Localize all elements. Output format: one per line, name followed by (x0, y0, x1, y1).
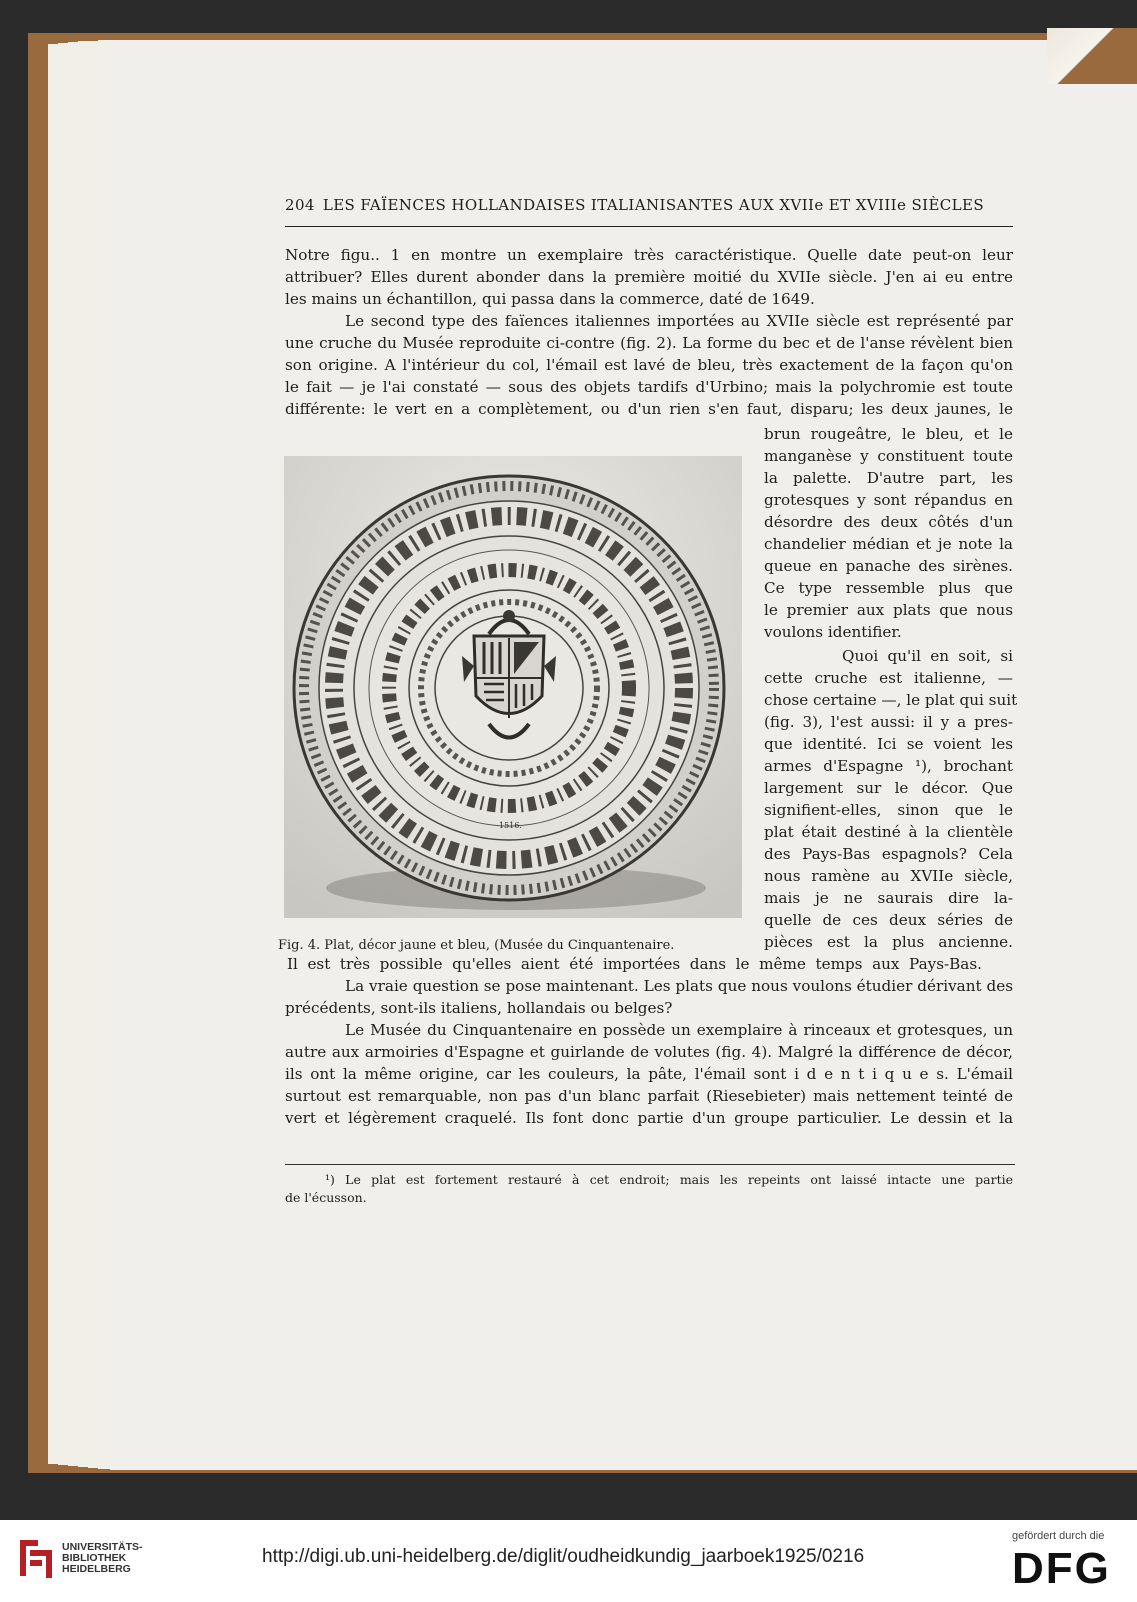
text-line: son origine. A l'intérieur du col, l'émail est lavé de bleu, très exactement de la façon qu'on (285, 356, 1013, 374)
funding-label: gefördert durch die (1012, 1530, 1105, 1542)
text-line: queue en panache des sirènes. (764, 557, 1013, 575)
text-line: le premier aux plats que nous (764, 601, 1013, 619)
text-line: grotesques y sont répandus en (764, 491, 1013, 509)
text-line: la palette. D'autre part, les (764, 469, 1013, 487)
plate-illustration (284, 456, 742, 918)
text-line: voulons identifier. (764, 623, 902, 641)
text-line: pièces est la plus ancienne. (764, 933, 1013, 951)
text-line: vert et légèrement craquelé. Ils font donc partie d'un groupe particulier. Le dessin et la (285, 1109, 1013, 1127)
text-line: manganèse y constituent toute (764, 447, 1013, 465)
text-line: signifient-elles, sinon que le (764, 801, 1013, 819)
viewer-footer (0, 1520, 1137, 1602)
library-name: UNIVERSITÄTS- BIBLIOTHEK HEIDELBERG (62, 1541, 143, 1575)
footnote-line: ¹) Le plat est fortement restauré à cet endroit; mais les repeints ont laissé intacte une partie (325, 1172, 1013, 1187)
text-line: plat était destiné à la clientèle (764, 823, 1013, 841)
text-line: différente: le vert en a complètement, ou d'un rien s'en faut, disparu; les deux jaunes, le (285, 400, 1013, 418)
text-line: chandelier médian et je note la (764, 535, 1013, 553)
text-line: Le second type des faïences italiennes importées au XVIIe siècle est représenté par (345, 312, 1013, 330)
text-line: (fig. 3), l'est aussi: il y a pres- (764, 713, 1013, 731)
ub-heidelberg-logo-icon (16, 1536, 58, 1582)
footnote-line: de l'écusson. (285, 1190, 367, 1205)
dfg-logo-icon: DFG (1012, 1544, 1111, 1593)
text-line: Notre figu.. 1 en montre un exemplaire très caractéristique. Quelle date peut-on leur (285, 246, 1013, 264)
text-line: surtout est remarquable, non pas d'un blanc parfait (Riesebieter) mais nettement teinté de (285, 1087, 1013, 1105)
plate-mark: 1516. (499, 821, 522, 830)
text-line: mais je ne saurais dire la- (764, 889, 1013, 907)
text-line: Le Musée du Cinquantenaire en possède un exemplaire à rinceaux et grotesques, un (345, 1021, 1013, 1039)
text-line: nous ramène au XVIIe siècle, (764, 867, 1013, 885)
text-line: attribuer? Elles durent abonder dans la première moitié du XVIIe siècle. J'en ai eu entre (285, 268, 1013, 286)
text-line: Il est très possible qu'elles aient été importées dans le même temps aux Pays-Bas. (287, 955, 982, 973)
text-line: le fait — je l'ai constaté — sous des objets tardifs d'Urbino; mais la polychromie est toute (285, 378, 1013, 396)
text-line: Ce type ressemble plus que (764, 579, 1013, 597)
text-line: largement sur le décor. Que (764, 779, 1013, 797)
plate-photograph (284, 456, 742, 918)
text-line: Quoi qu'il en soit, si (842, 647, 1013, 665)
permalink[interactable]: http://digi.ub.uni-heidelberg.de/diglit/oudheidkundig_jaarboek1925/0216 (262, 1546, 865, 1567)
text-line: autre aux armoiries d'Espagne et guirlande de volutes (fig. 4). Malgré la différence de décor, (285, 1043, 1013, 1061)
text-line: armes d'Espagne ¹), brochant (764, 757, 1013, 775)
running-header (285, 196, 1013, 227)
page-number: 204 (285, 196, 315, 214)
text-line: quelle de ces deux séries de (764, 911, 1013, 929)
figure-caption: Fig. 4. Plat, décor jaune et bleu, (Musée du Cinquantenaire. (278, 938, 675, 953)
text-line: des Pays-Bas espagnols? Cela (764, 845, 1013, 863)
text-line: cette cruche est italienne, — (764, 669, 1013, 687)
text-line: désordre des deux côtés d'un (764, 513, 1013, 531)
text-line: ils ont la même origine, car les couleurs, la pâte, l'émail sont i d e n t i q u e s. L'émail (285, 1065, 1013, 1083)
text-line: La vraie question se pose maintenant. Les plats que nous voulons étudier dérivant des (345, 977, 1013, 995)
running-title: LES FAÏENCES HOLLANDAISES ITALIANISANTES AUX XVIIe ET XVIIIe SIÈCLES (322, 196, 985, 214)
text-line: brun rougeâtre, le bleu, et le (764, 425, 1013, 443)
folded-corner (1047, 28, 1137, 84)
text-line: les mains un échantillon, qui passa dans la commerce, daté de 1649. (285, 290, 815, 308)
text-line: une cruche du Musée reproduite ci-contre (fig. 2). La forme du bec et de l'anse révèlent bien (285, 334, 1013, 352)
text-line: précédents, sont-ils italiens, hollandais ou belges? (285, 999, 673, 1017)
footnote-rule (285, 1164, 1015, 1165)
text-line: chose certaine —, le plat qui suit (764, 691, 1018, 709)
text-line: que identité. Ici se voient les (764, 735, 1013, 753)
